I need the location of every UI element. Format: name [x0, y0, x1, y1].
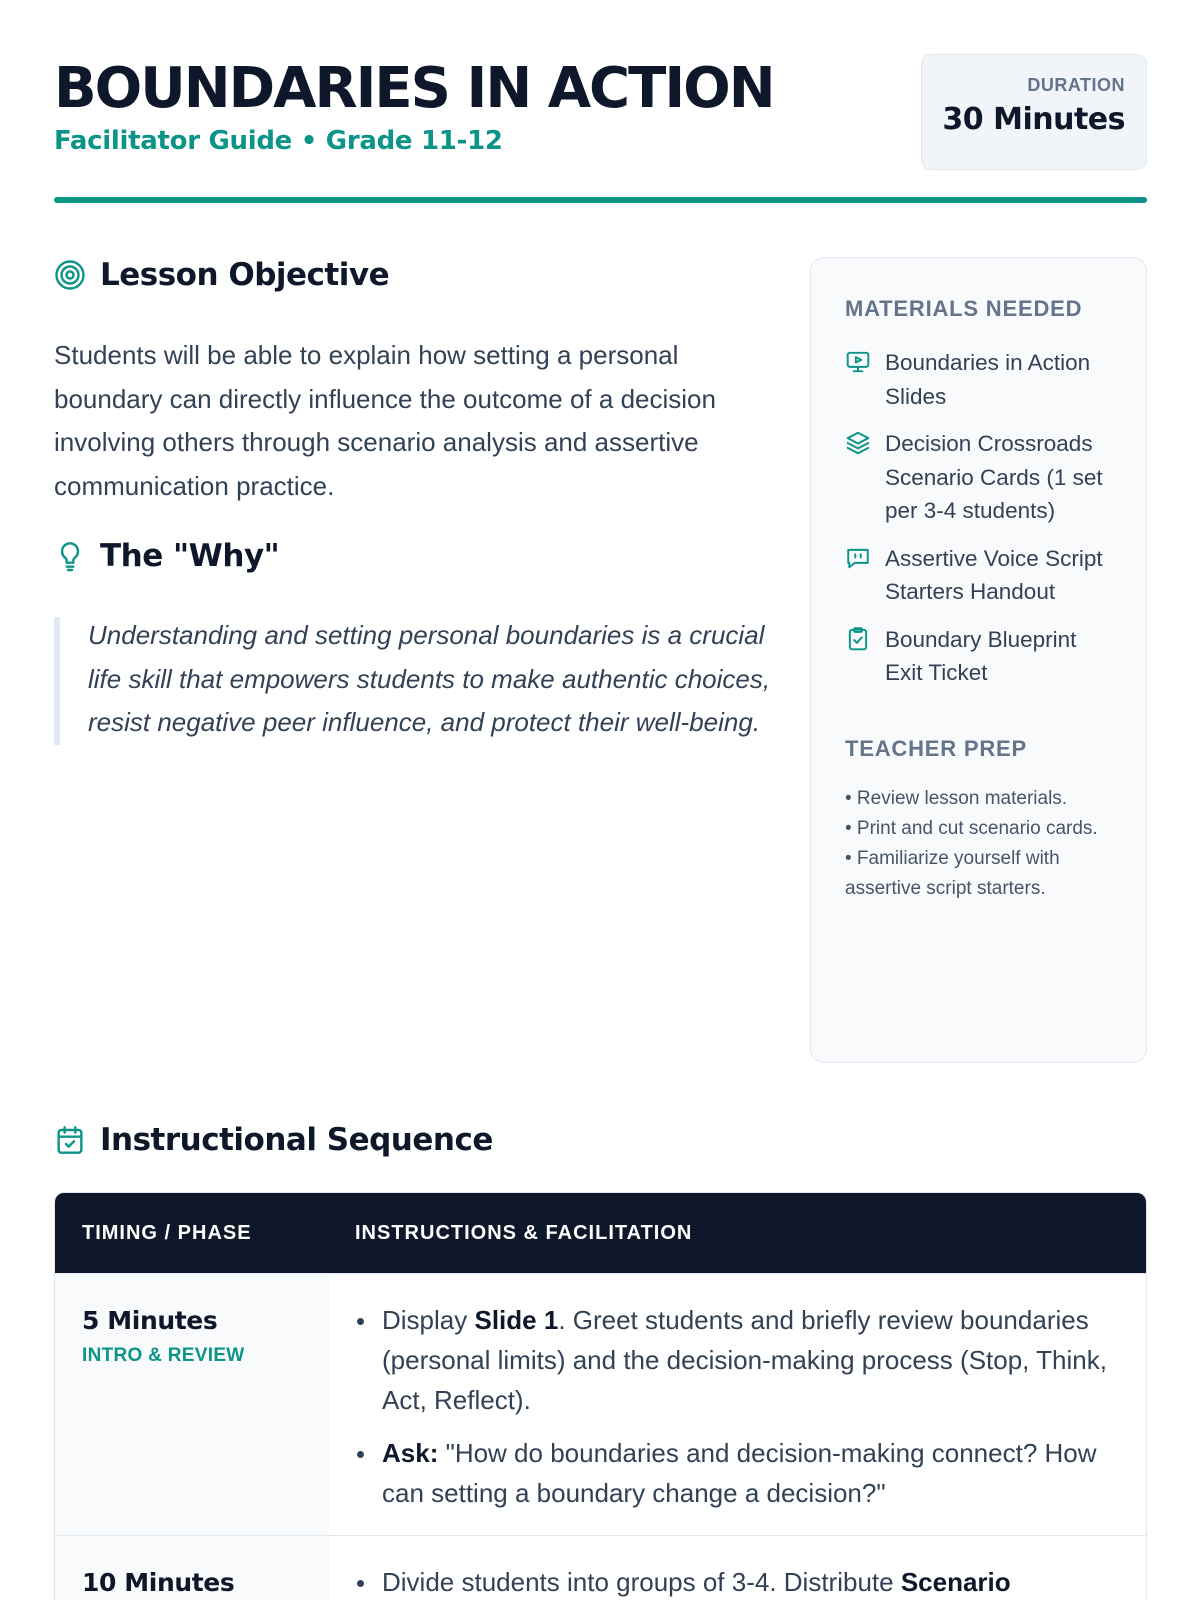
duration-badge — [921, 54, 1147, 170]
prep-item: • Print and cut scenario cards. — [845, 817, 1098, 839]
materials-list — [845, 346, 1112, 690]
why-title: The "Why" — [100, 538, 280, 574]
sequence-title: Instructional Sequence — [100, 1122, 493, 1158]
material-label: Boundary Blueprint Exit Ticket — [885, 626, 1077, 685]
phase-cell — [55, 1536, 329, 1600]
column-header-instructions: INSTRUCTIONS & FACILITATION — [355, 1222, 693, 1244]
why-heading — [54, 536, 279, 576]
calendar-check-icon — [54, 1124, 86, 1156]
sequence-heading — [54, 1120, 493, 1160]
header-divider — [54, 197, 1147, 203]
instruction-text: Display — [382, 1305, 475, 1335]
instruction-emphasis: Scenario — [900, 1567, 1011, 1597]
why-quote — [54, 617, 774, 745]
phase-time: 5 Minutes — [82, 1306, 218, 1335]
objective-heading — [54, 255, 389, 295]
material-label: Boundaries in Action Slides — [885, 350, 1091, 409]
materials-card — [810, 257, 1147, 1063]
why-quote-text: Understanding and setting personal boundaries is a crucial life skill that empowers students to make authentic choices, resist negative peer influence, and protect their well-being. — [88, 620, 771, 737]
instruction-emphasis: Slide 1 — [474, 1305, 559, 1335]
page-header — [54, 52, 1147, 202]
prep-item: • Familiarize yourself with assertive script starters. — [845, 847, 1060, 899]
message-quote-icon — [845, 545, 871, 571]
objective-text: Students will be able to explain how setting a personal boundary can directly influence the outcome of a decision involving others through scenario analysis and assertive communication practice. — [54, 340, 716, 501]
instruction-item — [355, 1433, 1116, 1513]
material-item — [845, 427, 1112, 528]
material-item — [845, 623, 1112, 690]
prep-heading: TEACHER PREP — [845, 735, 1027, 761]
duration-label: DURATION — [1027, 75, 1125, 95]
target-icon — [54, 259, 86, 291]
column-header-timing: TIMING / PHASE — [82, 1222, 252, 1244]
instruction-list — [355, 1562, 1116, 1600]
instruction-item — [355, 1300, 1116, 1420]
page-subtitle: Facilitator Guide • Grade 11-12 — [54, 126, 503, 156]
instruction-list — [355, 1300, 1116, 1513]
clipboard-check-icon — [845, 626, 871, 652]
phase-time: 10 Minutes — [82, 1568, 235, 1597]
phase-label: INTRO & REVIEW — [82, 1345, 245, 1366]
phase-cell — [55, 1274, 329, 1535]
layers-icon — [845, 430, 871, 456]
table-row — [55, 1535, 1146, 1600]
lightbulb-icon — [54, 540, 86, 572]
table-header — [55, 1193, 1146, 1273]
instructions-cell — [329, 1274, 1146, 1535]
materials-heading: MATERIALS NEEDED — [845, 296, 1083, 321]
instruction-text: "How do boundaries and decision-making connect? How can setting a boundary change a decision?" — [382, 1438, 1097, 1508]
table-row — [55, 1273, 1146, 1535]
instruction-text: Divide students into groups of 3-4. Distribute — [382, 1567, 901, 1597]
instruction-emphasis: Ask: — [382, 1438, 439, 1468]
prep-item: • Review lesson materials. — [845, 787, 1068, 809]
instruction-item — [355, 1562, 1116, 1600]
duration-value: 30 Minutes — [942, 102, 1125, 137]
page-title: BOUNDARIES IN ACTION — [54, 56, 774, 121]
objective-title: Lesson Objective — [100, 257, 390, 293]
instructions-cell — [329, 1536, 1146, 1600]
prep-list — [845, 784, 1112, 904]
material-label: Assertive Voice Script Starters Handout — [885, 545, 1103, 604]
sequence-table — [54, 1192, 1147, 1600]
instruction-text: . Greet students and briefly review boundaries (personal limits) and the decision-making process (Stop, Think, Act, Reflect). — [382, 1305, 1107, 1415]
material-item — [845, 542, 1112, 609]
material-item — [845, 346, 1112, 413]
material-label: Decision Crossroads Scenario Cards (1 set per 3-4 students) — [885, 431, 1103, 523]
presentation-icon — [845, 349, 871, 375]
